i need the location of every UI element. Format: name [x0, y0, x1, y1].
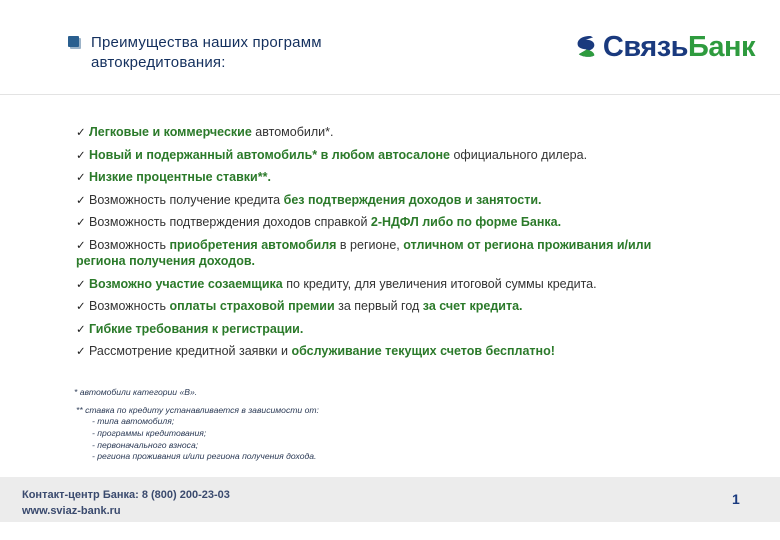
- benefit-text: Возможность: [89, 237, 170, 252]
- footnote-2: ** ставка по кредиту устанавливается в зависимости от:: [76, 404, 319, 415]
- logo-text: [603, 31, 755, 64]
- contact-website: www.sviaz-bank.ru: [22, 505, 121, 517]
- checkmark-icon: ✓: [76, 323, 86, 336]
- benefit-item: [76, 214, 696, 230]
- footnote-sub-2: - программы кредитования;: [92, 427, 207, 438]
- footnote-sub-4: - региона проживания и/или региона получения дохода.: [92, 451, 317, 462]
- benefit-item: [76, 124, 696, 140]
- benefit-item: [76, 321, 696, 337]
- benefit-item: [76, 192, 696, 208]
- checkmark-icon: ✓: [76, 127, 86, 139]
- checkmark-icon: ✓: [76, 278, 86, 291]
- benefit-text: Возможность: [89, 299, 170, 314]
- benefit-highlight: Низкие процентные ставки**.: [89, 170, 271, 185]
- benefit-item: [76, 276, 696, 292]
- benefit-highlight: за счет кредита.: [422, 299, 523, 314]
- benefit-highlight: без подтверждения доходов и занятости.: [283, 192, 542, 207]
- footnote-sub-1: - типа автомобиля;: [92, 416, 175, 426]
- checkmark-icon: ✓: [76, 301, 86, 314]
- benefit-text: Возможность подтверждения доходов справкой: [89, 215, 371, 230]
- benefit-text: по кредиту, для увеличения итоговой суммы кредита.: [282, 276, 597, 291]
- logo-text-part2: Банк: [687, 30, 755, 63]
- benefit-highlight: Легковые и коммерческие: [89, 125, 252, 139]
- benefit-text: Возможность получение кредита: [89, 192, 284, 207]
- contact-phone: Контакт-центр Банка: 8 (800) 200-23-03: [22, 489, 230, 501]
- bank-logo: [575, 26, 755, 68]
- checkmark-icon: ✓: [76, 172, 86, 185]
- checkmark-icon: ✓: [76, 346, 86, 359]
- benefit-highlight: 2-НДФЛ либо по форме Банка.: [370, 215, 562, 230]
- checkmark-icon: ✓: [76, 194, 86, 207]
- title-line-1: Преимущества наших программ: [91, 34, 322, 51]
- logo-mark-icon: [575, 28, 597, 66]
- benefit-highlight: отличном от региона проживания и/или региона получения доходов.: [76, 237, 652, 268]
- slide-title: [68, 33, 371, 73]
- footnotes: [74, 387, 574, 463]
- header: [0, 0, 780, 94]
- benefit-highlight: Новый и подержанный автомобиль* в любом автосалоне: [89, 147, 450, 162]
- benefit-highlight: обслуживание текущих счетов бесплатно!: [291, 344, 555, 359]
- title-line-2: автокредитования:: [91, 54, 226, 71]
- benefit-item: [76, 343, 696, 359]
- benefit-text: в регионе,: [336, 237, 404, 252]
- footnote-sub-3: - первоначального взноса;: [92, 439, 199, 450]
- page-number: 1: [732, 491, 740, 507]
- square-bullet-icon: [68, 36, 79, 47]
- checkmark-icon: ✓: [76, 217, 86, 230]
- checkmark-icon: ✓: [76, 149, 86, 162]
- benefit-text: официального дилера.: [450, 147, 588, 162]
- benefits-list: [76, 124, 696, 366]
- footnote-1: * автомобили категории «В».: [74, 387, 198, 397]
- benefit-highlight: оплаты страховой премии: [169, 299, 335, 314]
- benefit-highlight: приобретения автомобиля: [169, 237, 337, 252]
- footer: [0, 477, 780, 522]
- title-text: [91, 33, 371, 73]
- contact-info: [22, 487, 230, 519]
- benefit-text: автомобили*.: [251, 125, 334, 139]
- benefit-text: за первый год: [334, 299, 423, 314]
- logo-text-part1: Связь: [602, 30, 688, 63]
- benefit-text: Рассмотрение кредитной заявки и: [89, 344, 292, 359]
- benefit-item: [76, 147, 696, 163]
- benefit-highlight: Гибкие требования к регистрации.: [89, 321, 304, 336]
- header-divider: [0, 94, 780, 95]
- benefit-item: [76, 298, 696, 314]
- benefit-item: [76, 237, 696, 269]
- benefit-highlight: Возможно участие созаемщика: [89, 276, 283, 291]
- benefit-item: [76, 169, 696, 185]
- checkmark-icon: ✓: [76, 239, 86, 252]
